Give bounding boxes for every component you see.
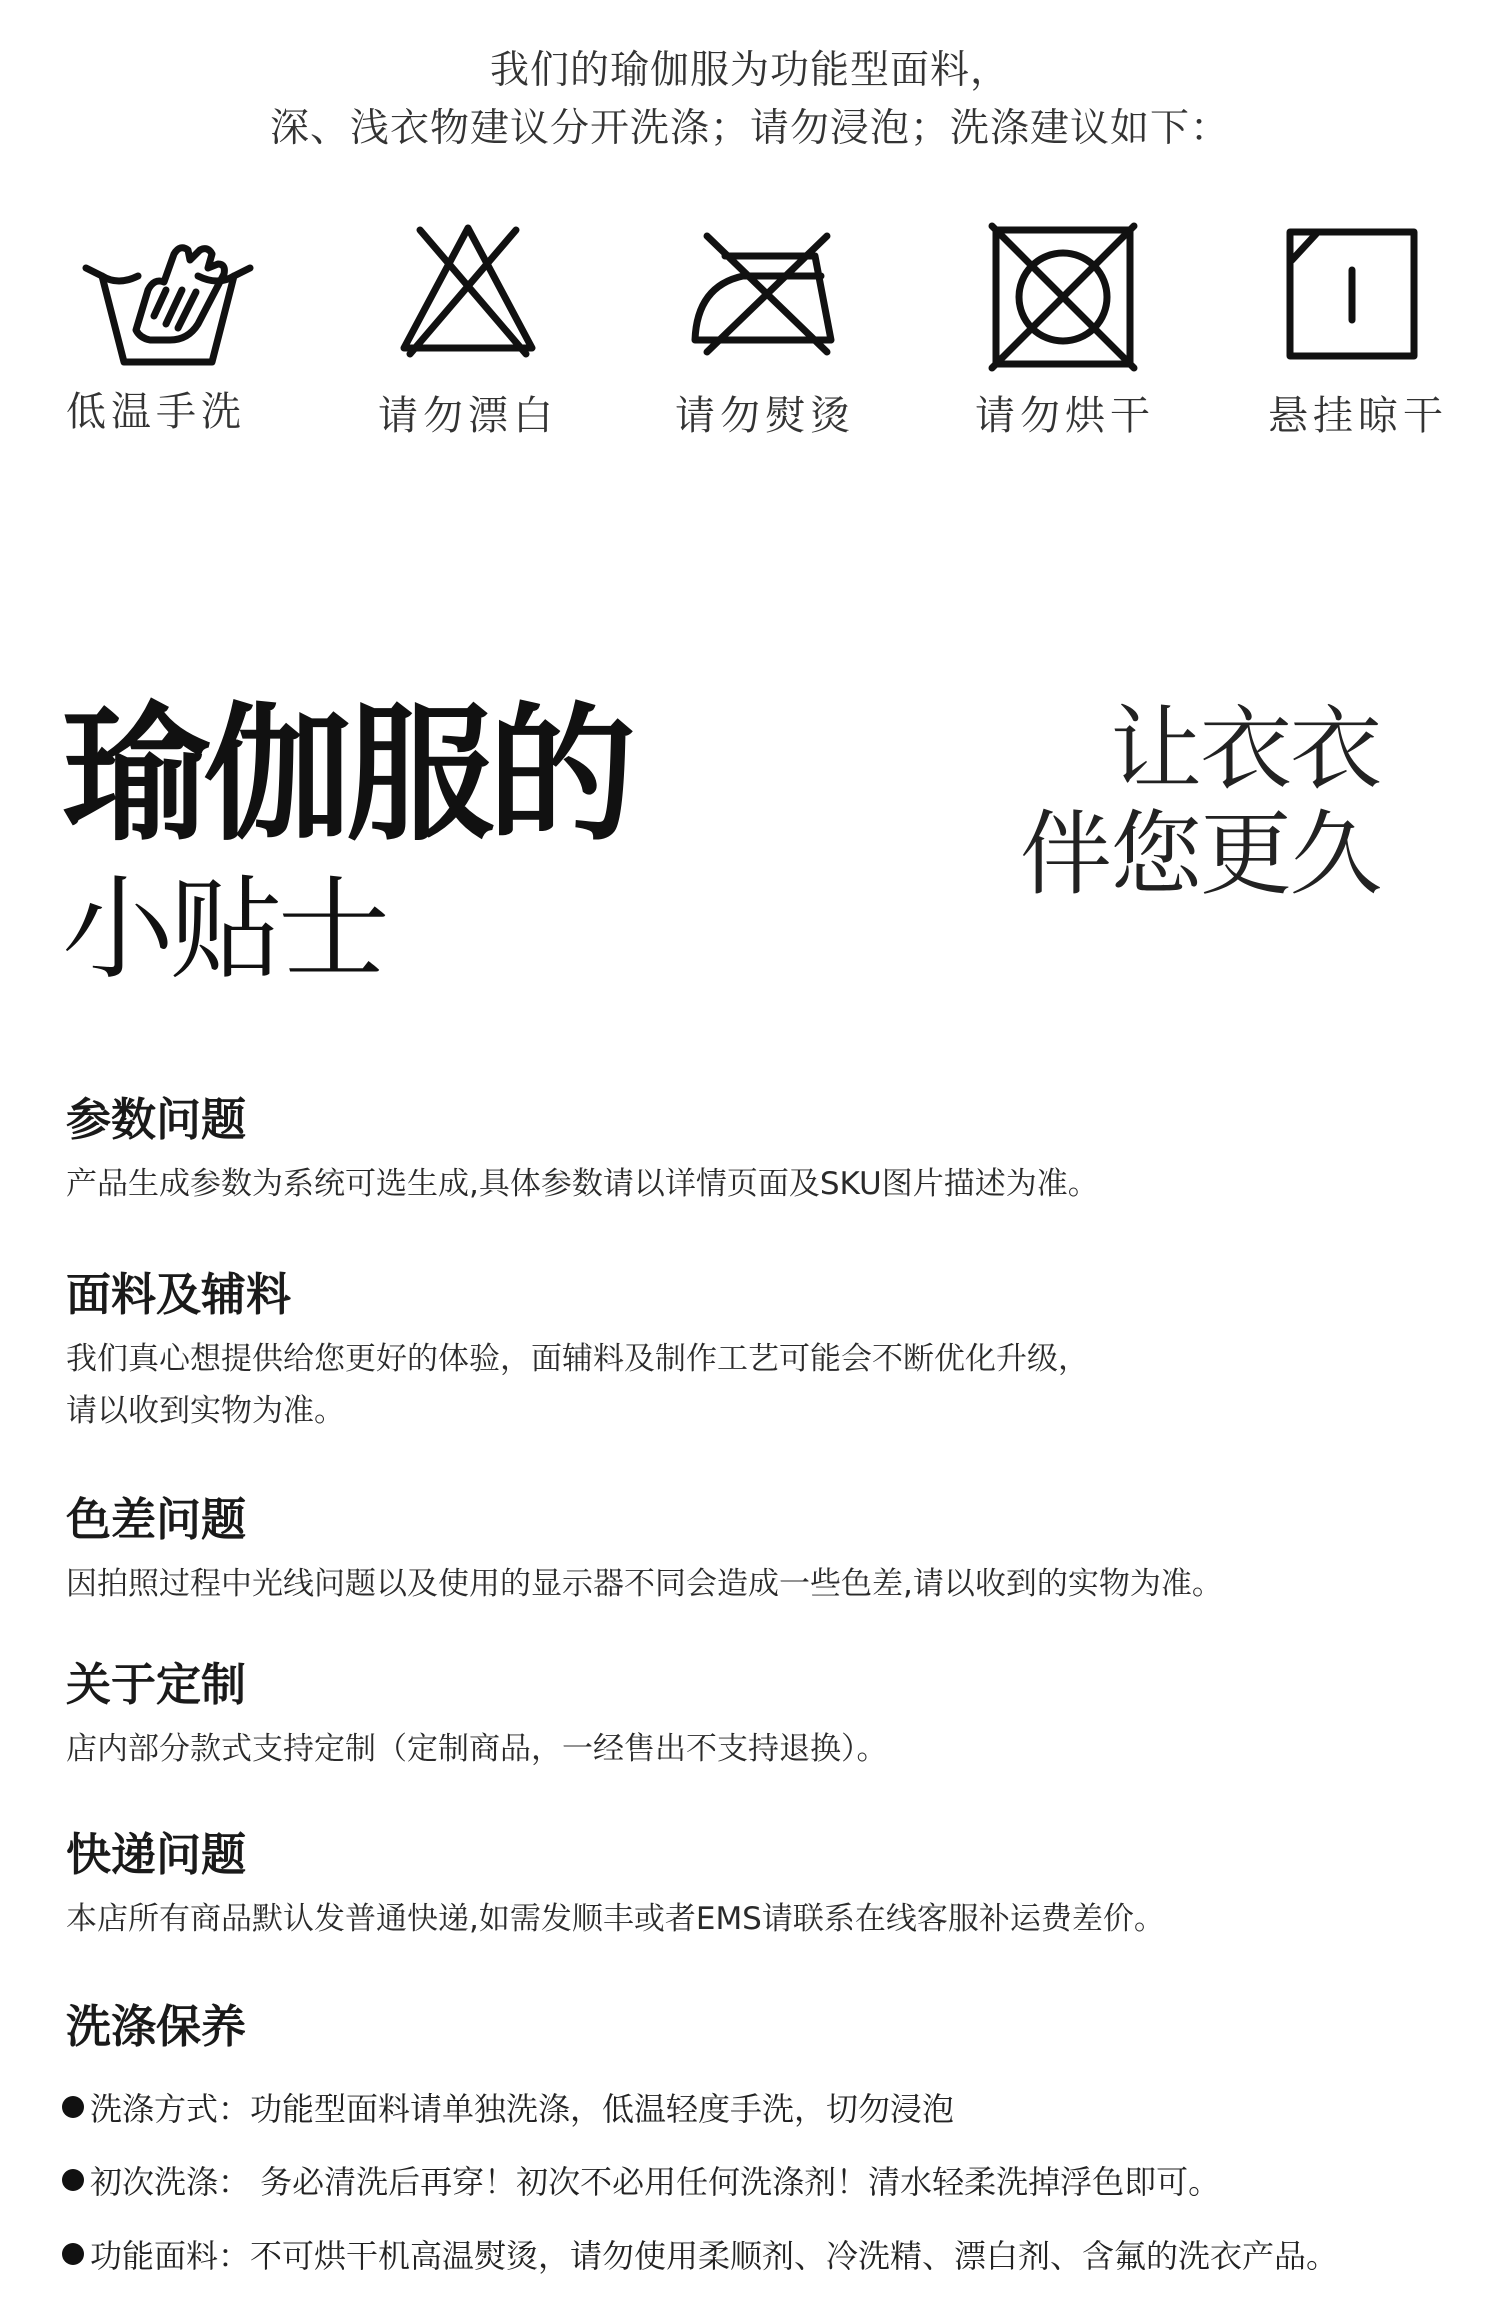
care-label-no-bleach: 请勿漂白 <box>378 393 558 439</box>
bullet-dot <box>62 2096 84 2118</box>
intro-text <box>0 42 1500 158</box>
section-customization <box>66 1655 1446 1775</box>
care-bullet-text: 初次洗涤： 务必清洗后再穿！初次不必用任何洗涤剂！清水轻柔洗掉浮色即可。 <box>90 2163 1221 2201</box>
section-heading: 色差问题 <box>66 1493 247 1546</box>
care-label-no-tumble-dry: 请勿烘干 <box>975 393 1155 439</box>
intro-line-2: 深、浅衣物建议分开洗涤；请勿浸泡；洗涤建议如下： <box>269 106 1230 151</box>
care-label-no-iron: 请勿熨烫 <box>675 393 855 439</box>
no-bleach-icon <box>398 222 538 360</box>
section-text: 本店所有商品默认发普通快递,如需发顺丰或者EMS请联系在线客服补运费差价。 <box>66 1901 1165 1937</box>
section-fabric <box>66 1265 1446 1437</box>
care-label-line-dry: 悬挂晾干 <box>1268 393 1448 439</box>
intro-line-1: 我们的瑜伽服为功能型面料， <box>489 48 1010 93</box>
section-shipping <box>66 1825 1446 1945</box>
section-color-difference <box>66 1490 1446 1610</box>
care-label-hand-wash: 低温手洗 <box>66 389 246 435</box>
section-heading: 面料及辅料 <box>66 1268 292 1321</box>
page-subtitle: 小贴士 <box>62 865 386 995</box>
section-heading: 关于定制 <box>66 1658 247 1711</box>
page-title: 瑜伽服的 <box>62 689 630 861</box>
section-text: 我们真心想提供给您更好的体验，面辅料及制作工艺可能会不断优化升级， <box>66 1341 1089 1377</box>
section-parameters <box>66 1090 1446 1210</box>
line-dry-icon <box>1282 224 1422 364</box>
care-bullet <box>62 2085 1462 2133</box>
slogan-line-1: 让衣衣 <box>1109 696 1380 803</box>
slogan-line-2: 伴您更久 <box>1019 801 1380 908</box>
section-text: 因拍照过程中光线问题以及使用的显示器不同会造成一些色差,请以收到的实物为准。 <box>66 1566 1223 1602</box>
no-iron-icon <box>685 230 845 358</box>
section-text: 请以收到实物为准。 <box>66 1393 345 1429</box>
care-bullet <box>62 2232 1462 2280</box>
care-bullet <box>62 2158 1462 2206</box>
section-heading: 快递问题 <box>66 1828 247 1881</box>
care-bullet-text: 功能面料：不可烘干机高温熨烫，请勿使用柔顺剂、冷洗精、漂白剂、含氟的洗衣产品。 <box>90 2237 1339 2275</box>
care-bullet-text: 洗涤方式：功能型面料请单独洗涤，低温轻度手洗，切勿浸泡 <box>90 2090 955 2128</box>
section-heading: 参数问题 <box>66 1093 247 1146</box>
hand-wash-icon <box>78 220 258 370</box>
section-text: 产品生成参数为系统可选生成,具体参数请以详情页面及SKU图片描述为准。 <box>66 1166 1099 1202</box>
bullet-dot <box>62 2169 84 2191</box>
no-tumble-dry-icon <box>988 222 1138 372</box>
section-text: 店内部分款式支持定制（定制商品，一经售出不支持退换）。 <box>66 1731 888 1767</box>
section-heading: 洗涤保养 <box>66 2000 247 2053</box>
section-washing-care <box>66 1997 1446 2065</box>
bullet-dot <box>62 2243 84 2265</box>
